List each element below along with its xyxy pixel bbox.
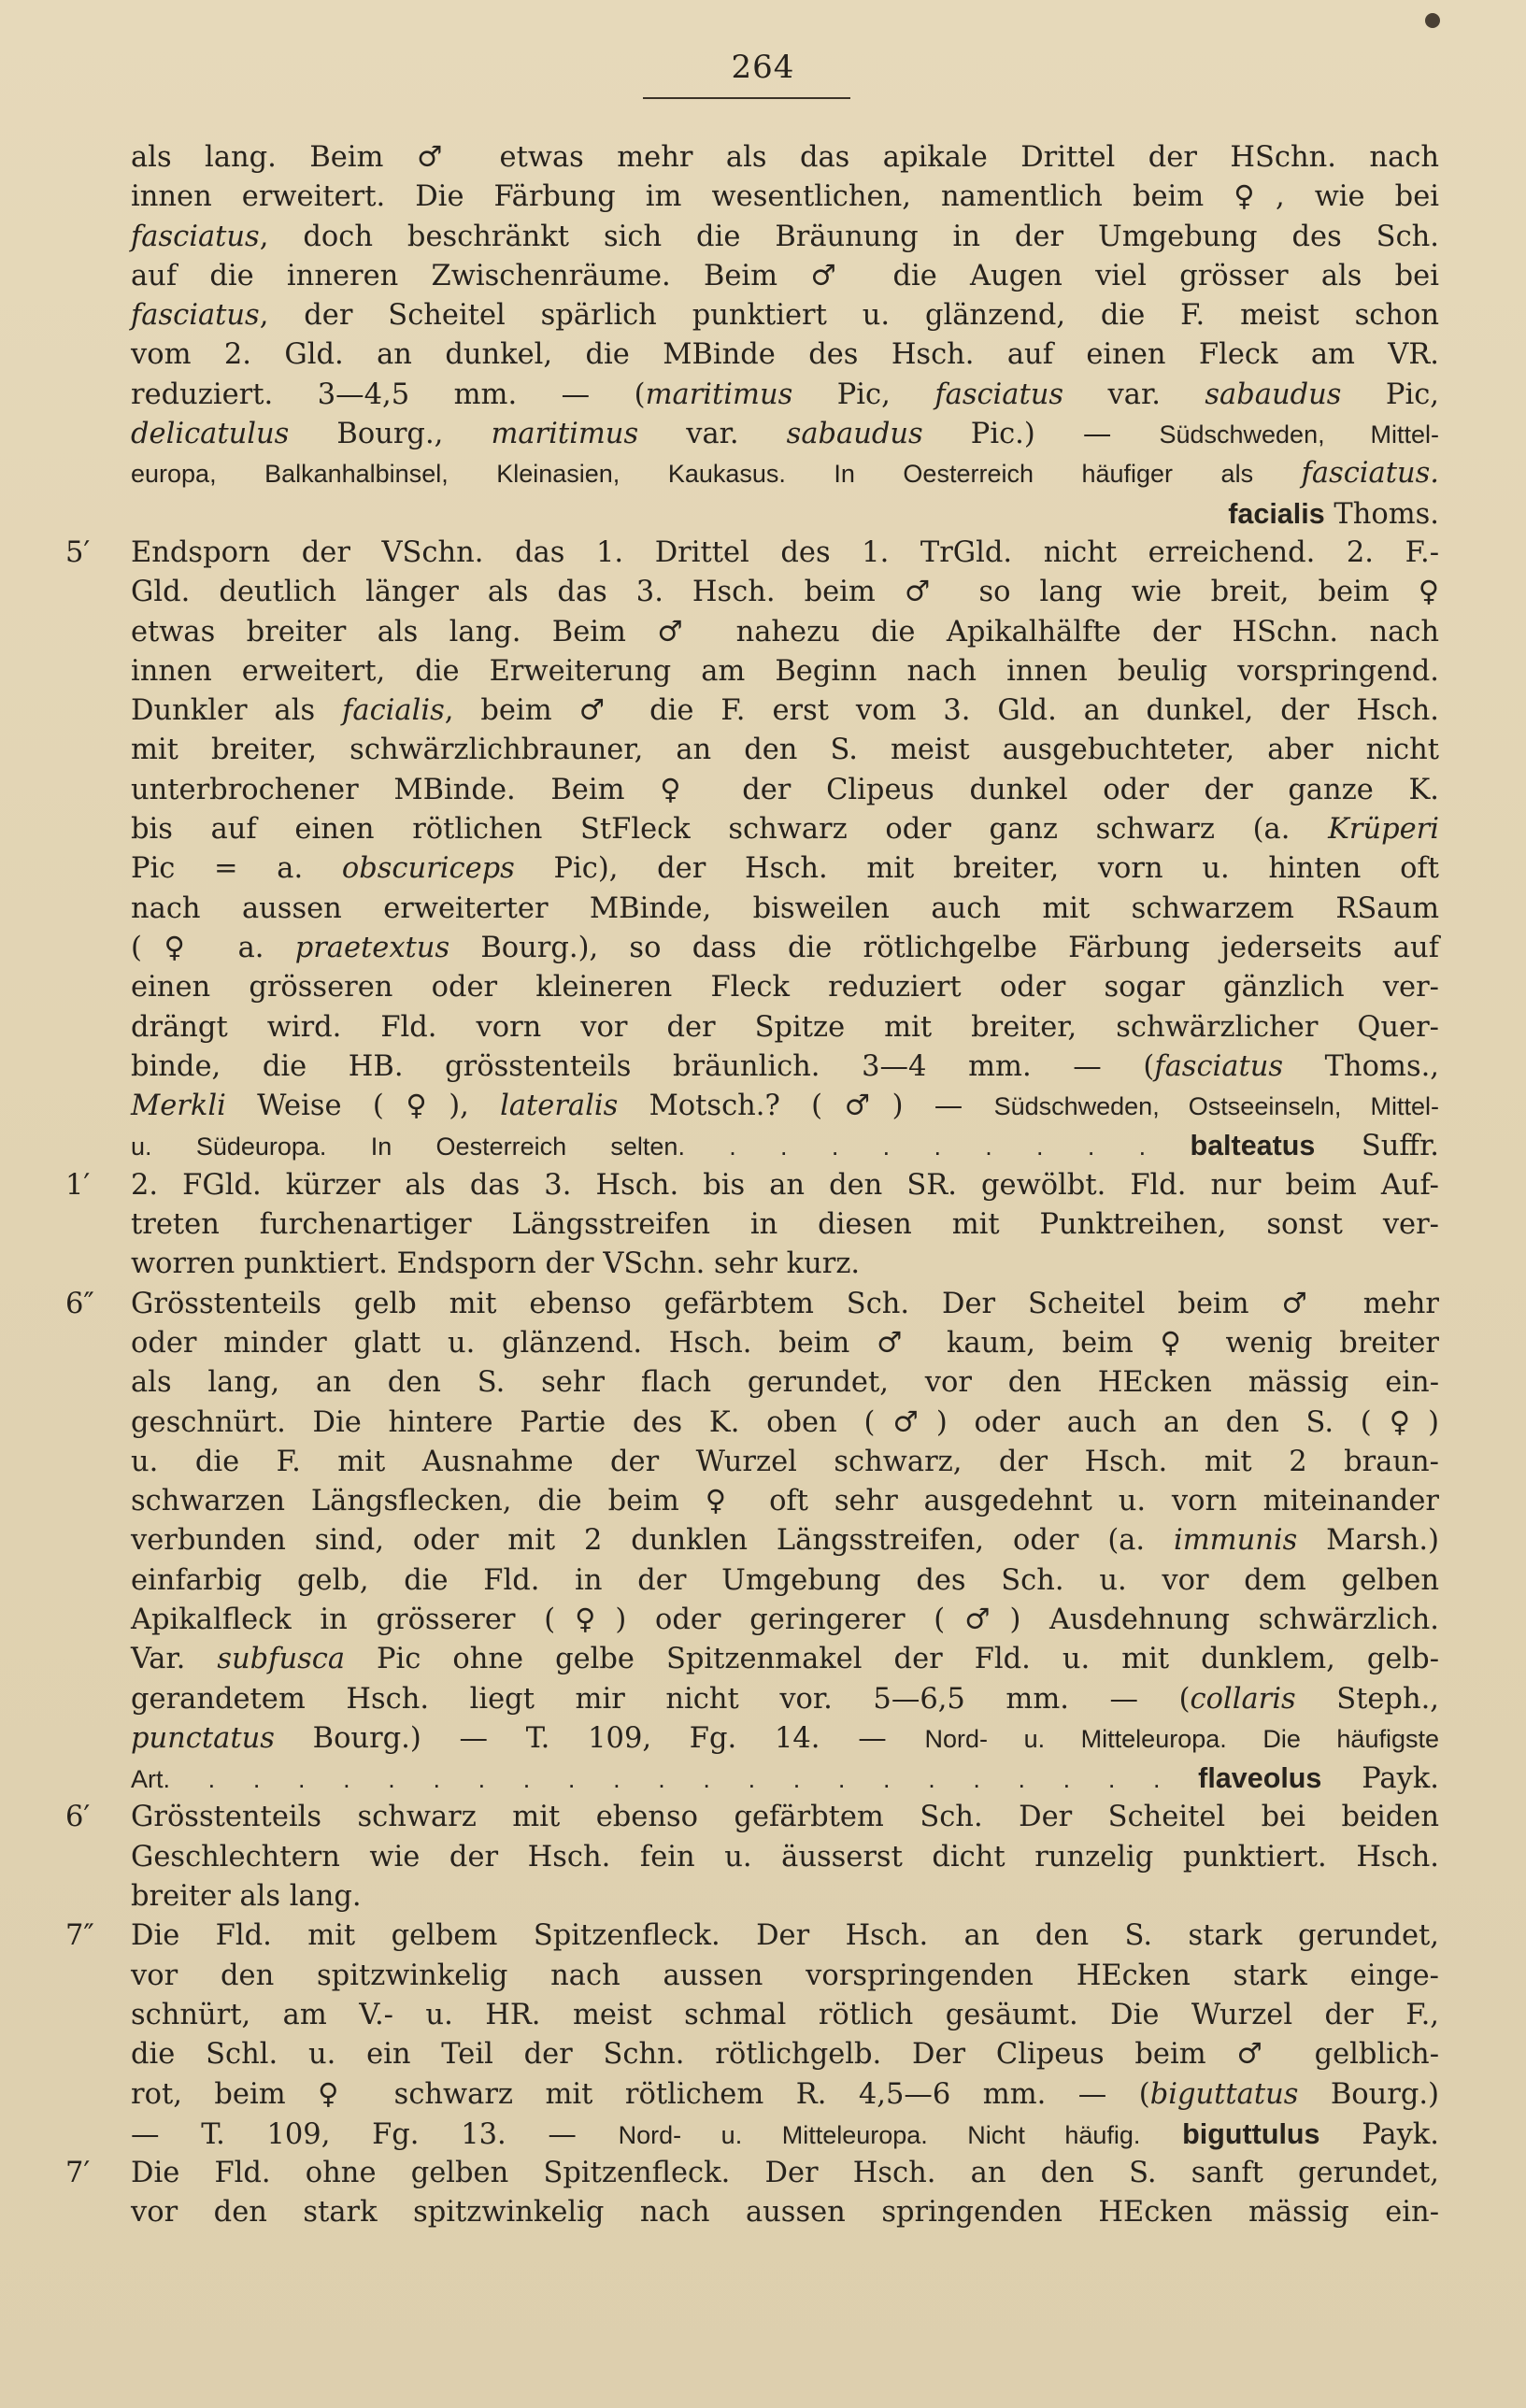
text-line — [65, 454, 1439, 493]
text-segment: Dunkler als — [131, 694, 343, 728]
text-segment: 2. FGld. kürzer als das 3. Hsch. bis an den SR. gewölbt. Fld. nur beim Auf- — [131, 1168, 1439, 1202]
text-line — [65, 2035, 1439, 2074]
text-segment: Geschlechtern wie der Hsch. fein u. äusserst dicht runzelig punktiert. Hsch. — [131, 1840, 1439, 1874]
text-line — [65, 296, 1439, 335]
text-line — [65, 1916, 1439, 1956]
distribution-text: Nord- u. Mitteleuropa. Nicht häufig. — [618, 2120, 1141, 2149]
text-segment: Thoms., — [1283, 1049, 1439, 1083]
text-line — [65, 2193, 1439, 2232]
text-segment: var. — [1063, 378, 1205, 411]
taxon-italic: punctatus — [131, 1721, 275, 1755]
text-line — [65, 573, 1439, 612]
text-line — [65, 1680, 1439, 1719]
text-segment: binde, die HB. grösstenteils bräunlich. 3—4 mm. — ( — [131, 1049, 1155, 1083]
key-marker: 5′ — [65, 535, 91, 569]
text-segment: Bourg.) — T. 109, Fg. 14. — — [274, 1721, 925, 1755]
species-name: biguttulus — [1182, 2117, 1320, 2150]
text-segment: etwas breiter als lang. Beim ♂ nahezu die Apikalhälfte der HSchn. nach — [131, 615, 1439, 648]
text-line — [65, 138, 1439, 178]
taxon-italic: delicatulus — [131, 418, 290, 451]
text-line — [65, 929, 1439, 968]
text-segment: reduziert. 3—4,5 mm. — ( — [131, 378, 646, 411]
taxon-italic: fasciatus — [1154, 1049, 1284, 1083]
text-segment: vor den stark spitzwinkelig nach aussen springenden HEcken mässig ein- — [131, 2196, 1439, 2230]
text-line — [65, 1640, 1439, 1679]
text-line — [65, 1245, 1439, 1284]
text-line — [65, 810, 1439, 849]
text-line — [65, 849, 1439, 889]
text-segment: Bourg.), so dass die rötlichgelbe Färbung jederseits auf — [449, 931, 1439, 964]
text-segment: Suffr. — [1315, 1130, 1439, 1163]
text-line — [65, 178, 1439, 217]
taxon-italic: Krüperi — [1328, 813, 1439, 847]
text-line — [65, 257, 1439, 296]
text-segment: Bourg., — [289, 418, 492, 451]
text-segment: innen erweitert. Die Färbung im wesentlichen, namentlich beim ♀, wie bei — [131, 180, 1439, 214]
taxon-italic: subfusca — [217, 1643, 346, 1676]
text-line — [65, 1482, 1439, 1521]
text-segment: Gld. deutlich länger als das 3. Hsch. beim ♂ so lang wie breit, beim ♀ — [131, 576, 1439, 609]
taxon-italic: immunis — [1173, 1524, 1298, 1558]
text-segment: mit breiter, schwärzlichbrauner, an den S. meist ausgebuchteter, aber nicht — [131, 734, 1439, 767]
text-segment: nach aussen erweiterter MBinde, bisweilen auch mit schwarzem RSaum — [131, 891, 1439, 925]
text-segment: Die Fld. ohne gelben Spitzenfleck. Der Hsch. an den S. sanft gerundet, — [131, 2157, 1439, 2190]
text-line — [65, 376, 1439, 415]
text-segment: bis auf einen rötlichen StFleck schwarz oder ganz schwarz (a. — [131, 813, 1329, 847]
text-segment: u. die F. mit Ausnahme der Wurzel schwarz, der Hsch. mit 2 braun- — [131, 1445, 1439, 1478]
text-line — [65, 1798, 1439, 1837]
distribution-text: u. Südeuropa. In Oesterreich selten. . . . . . . . . . — [131, 1133, 1191, 1161]
text-line — [65, 1561, 1439, 1601]
taxon-italic: fasciatus — [131, 299, 260, 333]
text-line — [65, 1087, 1439, 1126]
key-marker: 1′ — [65, 1168, 91, 1202]
key-marker: 7′ — [65, 2157, 91, 2190]
text-segment: einen grösseren oder kleineren Fleck reduziert oder sogar gänzlich ver- — [131, 971, 1439, 1005]
text-line — [65, 218, 1439, 257]
text-line — [65, 1363, 1439, 1403]
taxon-italic: fasciatus. — [1301, 457, 1439, 491]
header-rule — [643, 97, 850, 99]
text-segment: Pic.) — — [922, 418, 1160, 451]
text-line — [65, 1126, 1439, 1165]
text-segment: verbunden sind, oder mit 2 dunklen Längsstreifen, oder (a. — [131, 1524, 1174, 1558]
text-segment: Motsch.? (♂) — — [618, 1090, 994, 1123]
text-segment: , doch beschränkt sich die Bräunung in der Umgebung des Sch. — [259, 220, 1439, 253]
key-marker: 6′ — [65, 1801, 91, 1834]
taxon-italic: Merkli — [131, 1090, 226, 1123]
text-line — [65, 494, 1439, 534]
text-segment: rot, beim ♀ schwarz mit rötlichem R. 4,5—6 mm. — ( — [131, 2077, 1150, 2111]
text-segment: oder minder glatt u. glänzend. Hsch. beim ♂ kaum, beim ♀ wenig breiter — [131, 1326, 1439, 1360]
taxon-italic: biguttatus — [1149, 2077, 1299, 2111]
distribution-text: europa, Balkanhalbinsel, Kleinasien, Kaukasus. In Oesterreich häufiger als — [131, 460, 1302, 489]
text-segment: , beim ♂ die F. erst vom 3. Gld. an dunkel, der Hsch. — [444, 694, 1439, 728]
text-segment: Die Fld. mit gelbem Spitzenfleck. Der Hsch. an den S. stark gerundet, — [131, 1919, 1439, 1953]
taxon-italic: obscuriceps — [341, 852, 515, 886]
text-segment: Grösstenteils gelb mit ebenso gefärbtem Sch. Der Scheitel beim ♂ mehr — [131, 1287, 1439, 1320]
key-marker: 6″ — [65, 1287, 94, 1320]
text-segment: Bourg.) — [1298, 2077, 1439, 2111]
text-segment: Pic, — [792, 378, 935, 411]
text-line — [65, 1008, 1439, 1047]
taxon-italic: praetextus — [294, 931, 450, 964]
text-segment: Weise (♀), — [225, 1090, 501, 1123]
text-segment: Payk. — [1321, 1762, 1439, 1796]
distribution-text: Südschweden, Ostseeinseln, Mittel- — [993, 1092, 1439, 1121]
text-line — [65, 652, 1439, 691]
taxon-italic: maritimus — [645, 378, 793, 411]
text-line — [65, 1877, 1439, 1916]
text-line — [65, 731, 1439, 770]
text-segment: Apikalfleck in grösserer (♀) oder geringerer (♂) Ausdehnung schwärzlich. — [131, 1603, 1439, 1636]
text-segment: , der Scheitel spärlich punktiert u. glänzend, die F. meist schon — [259, 299, 1439, 333]
body-text — [65, 138, 1439, 2233]
text-segment: Marsh.) — [1297, 1524, 1440, 1558]
text-segment: als lang. Beim ♂ etwas mehr als das apikale Drittel der HSchn. nach — [131, 141, 1439, 174]
taxon-italic: maritimus — [491, 418, 639, 451]
taxon-italic: collaris — [1190, 1682, 1296, 1716]
text-segment: Pic ohne gelbe Spitzenmakel der Fld. u. mit dunklem, gelb- — [345, 1643, 1439, 1676]
taxon-italic: sabaudus — [786, 418, 923, 451]
text-segment: worren punktiert. Endsporn der VSchn. sehr kurz. — [131, 1247, 861, 1281]
text-segment: als lang, an den S. sehr flach gerundet, vor den HEcken mässig ein- — [131, 1366, 1439, 1400]
text-line — [65, 1601, 1439, 1640]
text-line — [65, 890, 1439, 929]
text-line — [65, 2115, 1439, 2154]
text-line — [65, 1166, 1439, 1205]
text-line — [65, 691, 1439, 731]
text-line — [65, 968, 1439, 1007]
text-segment: die Schl. u. ein Teil der Schn. rötlichgelb. Der Clipeus beim ♂ gelblich- — [131, 2038, 1439, 2072]
text-segment: schnürt, am V.- u. HR. meist schmal rötlich gesäumt. Die Wurzel der F., — [131, 1998, 1439, 2031]
key-marker: 7″ — [65, 1919, 94, 1953]
taxon-italic: facialis — [342, 694, 445, 728]
text-line — [65, 415, 1439, 454]
taxon-italic: sabaudus — [1205, 378, 1342, 411]
text-segment: Var. — [131, 1643, 218, 1676]
taxon-italic: fasciatus — [131, 220, 260, 253]
text-segment — [1140, 2118, 1182, 2151]
text-line — [65, 1838, 1439, 1877]
species-name: flaveolus — [1198, 1762, 1322, 1795]
text-segment: Pic, — [1341, 378, 1439, 411]
text-line — [65, 1285, 1439, 1324]
text-segment: schwarzen Längsflecken, die beim ♀ oft sehr ausgedehnt u. vorn miteinander — [131, 1485, 1439, 1518]
text-segment: breiter als lang. — [131, 1880, 362, 1914]
text-segment: innen erweitert, die Erweiterung am Beginn nach innen beulig vorspringend. — [131, 654, 1439, 688]
text-segment: Grösstenteils schwarz mit ebenso gefärbtem Sch. Der Scheitel bei beiden — [131, 1801, 1439, 1834]
text-line — [65, 1324, 1439, 1363]
species-name: balteatus — [1190, 1130, 1316, 1162]
text-segment: treten furchenartiger Längsstreifen in diesen mit Punktreihen, sonst ver- — [131, 1208, 1439, 1242]
page-number: 264 — [731, 49, 795, 86]
text-line — [65, 1759, 1439, 1798]
ink-spot — [1425, 13, 1440, 28]
distribution-text: Südschweden, Mittel- — [1159, 420, 1440, 449]
text-segment: Payk. — [1319, 2117, 1439, 2151]
text-segment: Endsporn der VSchn. das 1. Drittel des 1. TrGld. nicht erreichend. 2. F.- — [131, 535, 1439, 569]
text-line — [65, 1403, 1439, 1443]
text-line — [65, 335, 1439, 375]
text-segment: Pic = a. — [131, 852, 342, 886]
text-segment: Pic), der Hsch. mit breiter, vorn u. hinten oft — [514, 852, 1439, 886]
text-segment: auf die inneren Zwischenräume. Beim ♂ die Augen viel grösser als bei — [131, 259, 1439, 292]
taxon-italic: lateralis — [500, 1090, 619, 1123]
taxon-italic: fasciatus — [934, 378, 1064, 411]
text-segment: (♀ a. — [131, 931, 295, 964]
text-line — [65, 1205, 1439, 1245]
text-segment: vom 2. Gld. an dunkel, die MBinde des Hsch. auf einen Fleck am VR. — [131, 338, 1439, 372]
text-segment: drängt wird. Fld. vorn vor der Spitze mit breiter, schwärzlicher Quer- — [131, 1010, 1439, 1044]
text-line — [65, 1996, 1439, 2035]
text-segment: Thoms. — [1324, 497, 1439, 531]
text-line — [65, 534, 1439, 573]
distribution-text: Nord- u. Mitteleuropa. Die häufigste — [924, 1724, 1439, 1753]
text-segment: gerandetem Hsch. liegt mir nicht vor. 5—6,5 mm. — ( — [131, 1682, 1191, 1716]
text-segment: Steph., — [1295, 1682, 1439, 1716]
text-segment: geschnürt. Die hintere Partie des K. oben (♂) oder auch an den S. (♀) — [131, 1405, 1439, 1439]
text-segment: unterbrochener MBinde. Beim ♀ der Clipeus dunkel oder der ganze K. — [131, 773, 1439, 806]
text-segment: vor den spitzwinkelig nach aussen vorspringenden HEcken stark einge- — [131, 1959, 1439, 1992]
text-line — [65, 2154, 1439, 2193]
text-line — [65, 613, 1439, 652]
text-line — [65, 1443, 1439, 1482]
text-segment: var. — [638, 418, 787, 451]
species-name: facialis — [1228, 497, 1325, 530]
text-line — [65, 1047, 1439, 1087]
text-segment: einfarbig gelb, die Fld. in der Umgebung des Sch. u. vor dem gelben — [131, 1563, 1439, 1597]
text-segment: — T. 109, Fg. 13. — — [131, 2117, 619, 2151]
text-line — [65, 1957, 1439, 1996]
text-line — [65, 2075, 1439, 2115]
text-line — [65, 1719, 1439, 1759]
text-line — [65, 1521, 1439, 1560]
text-line — [65, 771, 1439, 810]
distribution-text: Art. . . . . . . . . . . . . . . . . . . . . . . — [131, 1765, 1199, 1794]
